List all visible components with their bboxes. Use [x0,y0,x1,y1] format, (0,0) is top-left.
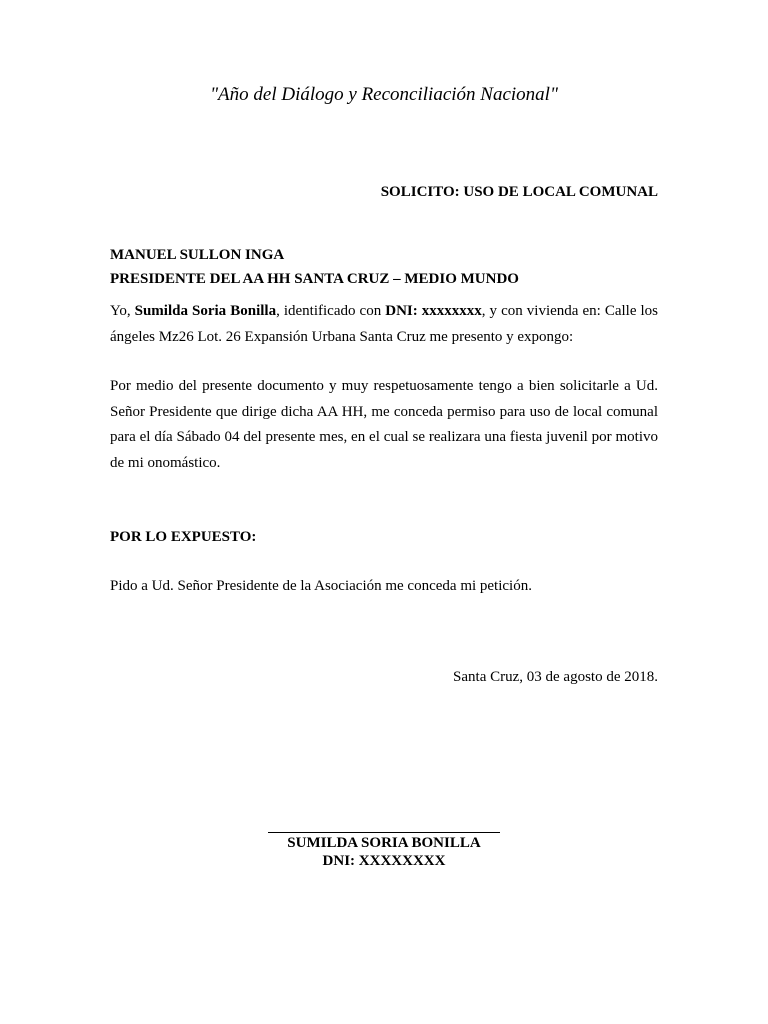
intro-suffix: , y con vivienda en: Calle los ángeles Mz26 Lot. 26 Expansión Urbana Santa Cruz me presento y expongo: [110,303,659,345]
body-paragraph: Por medio del presente documento y muy respetuosamente tengo a bien solicitarle a Ud. Señor Presidente que dirige dicha AA HH, me conceda permiso para uso de local comunal para el día Sábado 04 del presente mes, en el cual se realizara una fiesta juvenil por motivo de mi onomástico. [110,378,658,471]
intro-prefix: Yo, [110,303,135,319]
signature-name: SUMILDA SORIA BONILLA [287,835,481,851]
intro-mid: , identificado con [276,303,386,319]
applicant-name: Sumilda Soria Bonilla [134,303,277,319]
applicant-dni: DNI: xxxxxxxx [385,303,482,319]
signature-dni: DNI: XXXXXXXX [322,853,446,869]
addressee-block [110,243,519,291]
year-motto: "Año del Diálogo y Reconciliación Nacional" [210,84,558,105]
signature-line [268,832,500,833]
request-paragraph: Pido a Ud. Señor Presidente de la Asociación me conceda mi petición. [110,578,532,594]
signature-block [234,834,534,870]
addressee-title: PRESIDENTE DEL AA HH SANTA CRUZ – MEDIO MUNDO [110,271,519,287]
expuesto-heading: POR LO EXPUESTO: [110,529,257,545]
intro-paragraph [110,299,658,350]
subject-line: SOLICITO: USO DE LOCAL COMUNAL [380,184,658,200]
addressee-name: MANUEL SULLON INGA [110,247,285,263]
date-line: Santa Cruz, 03 de agosto de 2018. [453,669,658,685]
